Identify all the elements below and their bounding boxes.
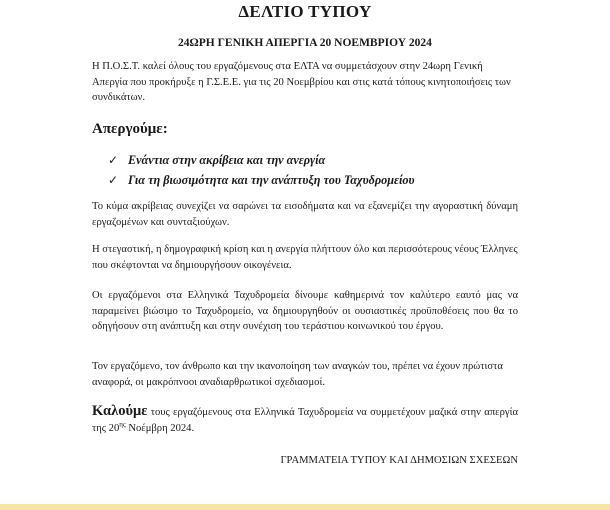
paragraph-inflation: Το κύμα ακρίβειας συνεχίζει να σαρώνει τα εισοδήματα και να εξανεμίζει την αγοραστική δύναμη εργαζομένων και συνταξιούχων. — [92, 201, 518, 228]
closing-text: τους εργαζόμενους στα Ελληνικά Ταχυδρομεία να συμμετέχουν μαζικά στην απεργία της 20 — [92, 407, 518, 434]
section-heading: Απεργούμε: — [92, 121, 168, 137]
list-item-label: Για τη βιωσιμότητα και την ανάπτυξη του Ταχυδρομείου — [128, 173, 415, 187]
demands-list — [108, 150, 414, 190]
list-item — [108, 170, 414, 190]
intro-paragraph: Η Π.Ο.Σ.Τ. καλεί όλους του εργαζόμενους στα ΕΛΤΑ να συμμετάσχουν στην 24ωρη Γενική Απεργία που προκήρυξε η Γ.Σ.Ε.Ε. για τις 20 Νοεμβρίου και στις κατά τόπους κινητοποιήσεις των συνδικάτων. — [92, 61, 511, 103]
paragraph-housing: Η στεγαστική, η δημογραφική κρίση και η ανεργία πλήττουν όλο και περισσότερους νέους Έλληνες που σκέφτονται να δημιουργήσουν οικογένεια. — [92, 244, 518, 271]
ordinal-suffix: ης — [119, 419, 126, 428]
document-subtitle: 24ΩΡΗ ΓΕΝΙΚΗ ΑΠΕΡΓΙΑ 20 ΝΟΕΜΒΡΙΟΥ 2024 — [178, 37, 432, 49]
paragraph-restructuring: Τον εργαζόμενο, τον άνθρωπο και την ικανοποίηση των αναγκών του, πρέπει να έχουν πρώτιστα αναφορά, οι μακρόπνοοι αναδιαρθρωτικοί σχεδιασμοί. — [92, 361, 503, 388]
document-title: ΔΕΛΤΙΟ ΤΥΠΟΥ — [238, 2, 372, 21]
footer-bar — [0, 504, 610, 510]
paragraph-postal-workers: Οι εργαζόμενοι στα Ελληνικά Ταχυδρομεία δίνουμε καθημερινά τον καλύτερο εαυτό μας να παραμείνει βιώσιμο το Ταχυδρομείο, να δημιουργηθούν οι ουσιαστικές προϋποθέσεις που θα το οδηγήσουν στη ανάπτυξη και στην συνέχιση του τεράστιου κοινωνικού του έργου. — [92, 290, 518, 332]
checkmark-icon: ✓ — [108, 173, 119, 187]
closing-date: Νοέμβρη 2024. — [125, 422, 195, 434]
list-item-label: Ενάντια στην ακρίβεια και την ανεργία — [128, 153, 326, 167]
checkmark-icon: ✓ — [108, 153, 119, 167]
closing-paragraph — [92, 404, 518, 436]
closing-call: Καλούμε — [92, 403, 148, 419]
signature: ΓΡΑΜΜΑΤΕΙΑ ΤΥΠΟΥ ΚΑΙ ΔΗΜΟΣΙΩΝ ΣΧΕΣΕΩΝ — [280, 455, 518, 466]
list-item — [108, 150, 414, 170]
